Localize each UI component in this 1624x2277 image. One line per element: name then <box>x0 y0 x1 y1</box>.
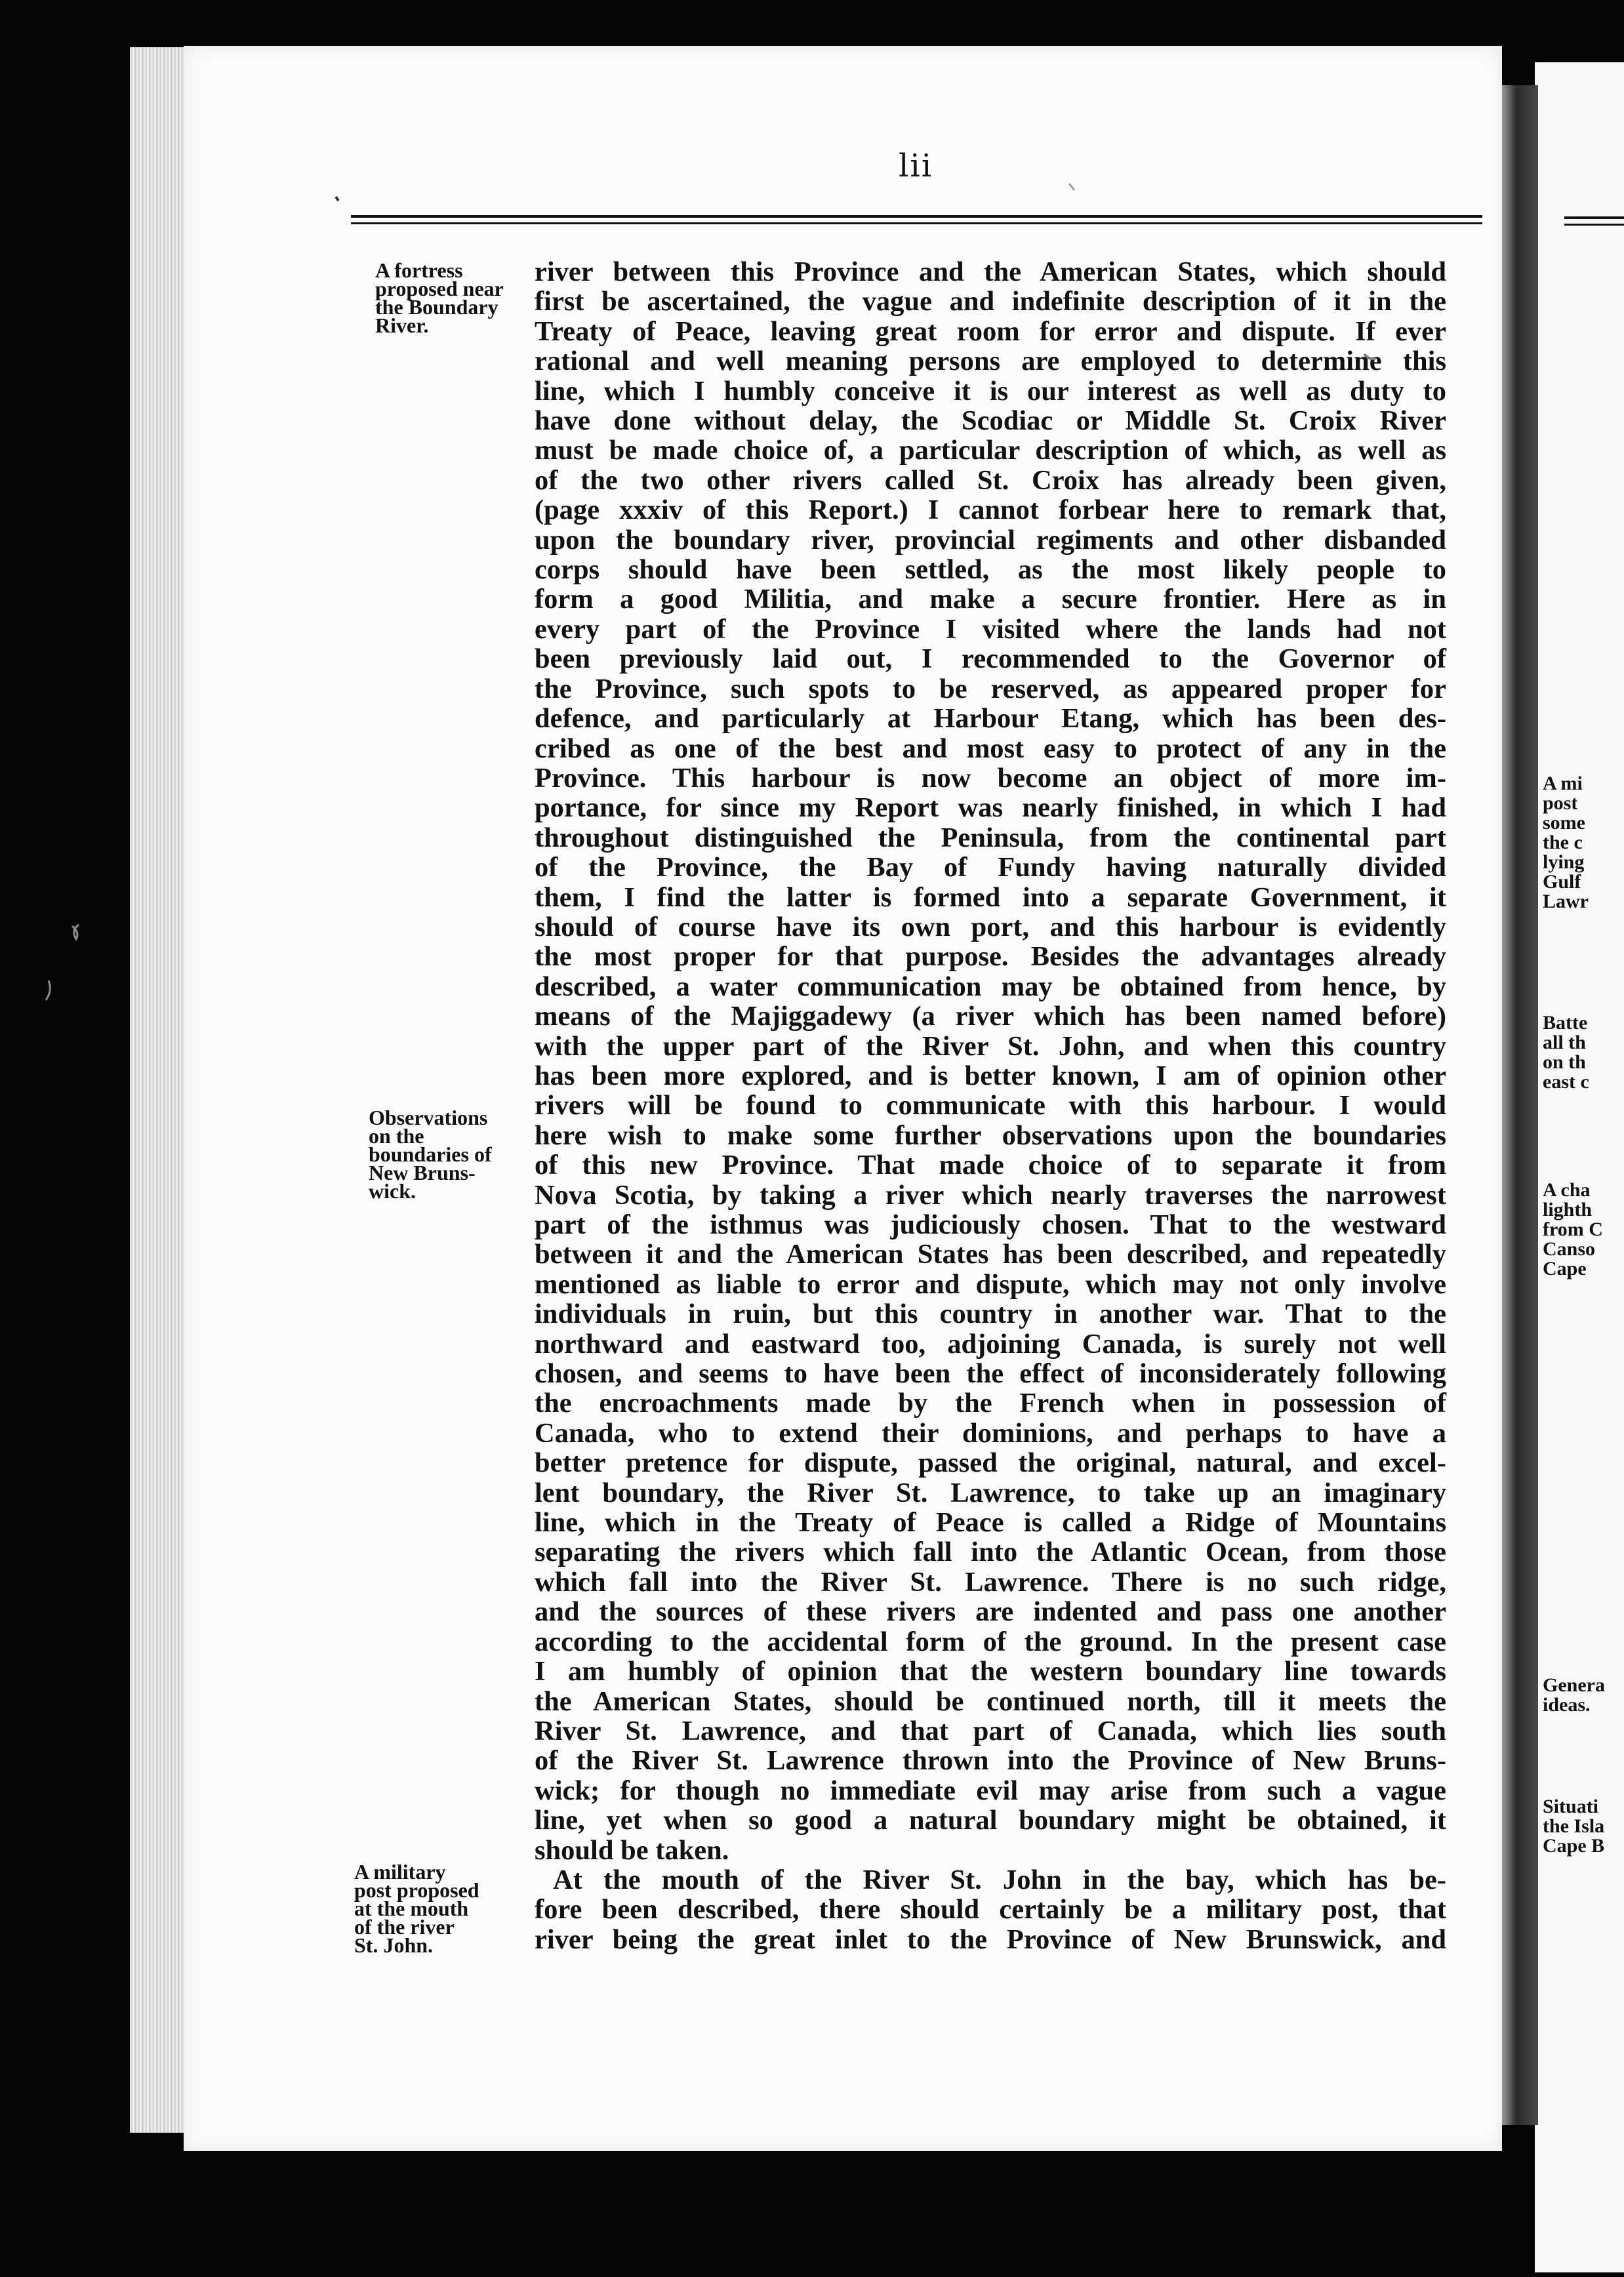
body-line: here wish to make some further observations upon the boundaries <box>535 1119 1446 1151</box>
body-line: line, yet when so good a natural boundary might be obtained, it <box>535 1805 1446 1836</box>
body-line: Nova Scotia, by taking a river which nearly traverses the narrowest <box>535 1179 1446 1211</box>
body-line: has been more explored, and is better known, I am of opinion other <box>535 1060 1446 1091</box>
body-line: of the River St. Lawrence thrown into the Province of New Bruns- <box>535 1745 1446 1777</box>
margin-note-line: the Boundary <box>375 295 498 319</box>
body-line: river between this Province and the American States, which should <box>535 256 1446 287</box>
body-line: defence, and particularly at Harbour Etang, which has been des- <box>535 703 1446 735</box>
body-line: separating the rivers which fall into the Atlantic Ocean, from those <box>535 1537 1446 1568</box>
facing-note-line: the Isla <box>1543 1815 1605 1837</box>
facing-note-line: Situati <box>1543 1796 1599 1817</box>
body-line: corps should have been settled, as the most likely people to <box>535 554 1446 586</box>
body-line: I am humbly of opinion that the western boundary line towards <box>535 1656 1446 1687</box>
body-line: of the Province, the Bay of Fundy having naturally divided <box>535 852 1446 883</box>
body-line: fore been described, there should certainly be a military post, that <box>535 1894 1446 1925</box>
body-line: portance, for since my Report was nearly finished, in which I had <box>535 792 1446 824</box>
margin-note-line: River. <box>375 313 429 337</box>
body-line: wick; for though no immediate evil may arise from such a vague <box>535 1775 1446 1806</box>
body-line: Province. This harbour is now become an object of more im- <box>535 762 1446 794</box>
body-line: better pretence for dispute, passed the original, natural, and excel- <box>535 1447 1446 1479</box>
body-line: every part of the Province I visited where the lands had not <box>535 613 1446 645</box>
body-line: described, a water communication may be obtained from hence, by <box>535 971 1446 1002</box>
body-line: must be made choice of, a particular description of which, as well as <box>535 435 1446 466</box>
body-line: them, I find the latter is formed into a separate Government, it <box>535 881 1446 913</box>
body-line: been previously laid out, I recommended to the Governor of <box>535 643 1446 675</box>
margin-note-line: wick. <box>369 1179 416 1203</box>
scan-speck <box>1364 354 1376 359</box>
body-line: Canada, who to extend their dominions, and perhaps to have a <box>535 1417 1446 1449</box>
margin-note-line: Observations <box>369 1106 488 1129</box>
facing-note-line: Canso <box>1543 1238 1596 1260</box>
facing-note-line: the c <box>1543 832 1583 853</box>
body-line: of this new Province. That made choice of to separate it from <box>535 1150 1446 1181</box>
scan-speck <box>1069 184 1074 190</box>
facing-note-line: lighth <box>1543 1199 1593 1220</box>
scan-speck <box>46 980 50 1000</box>
body-line: individuals in ruin, but this country in another war. That to the <box>535 1299 1446 1330</box>
body-line: should of course have its own port, and this harbour is evidently <box>535 911 1446 942</box>
margin-note-line: post proposed <box>354 1878 479 1902</box>
facing-note-line: A mi <box>1543 773 1583 794</box>
facing-note-line: all th <box>1543 1032 1586 1053</box>
facing-note-line: Genera <box>1543 1674 1605 1696</box>
facing-note-line: A cha <box>1543 1179 1591 1201</box>
body-line: throughout distinguished the Peninsula, from the continental part <box>535 822 1446 853</box>
margin-note-line: A military <box>354 1860 446 1884</box>
body-line: according to the accidental form of the ground. In the present case <box>535 1626 1446 1657</box>
facing-note-line: Cape B <box>1543 1835 1605 1857</box>
facing-note-line: Lawr <box>1543 891 1589 912</box>
body-line: (page xxxiv of this Report.) I cannot forbear here to remark that, <box>535 494 1446 526</box>
page-number: lii <box>899 148 933 184</box>
body-line: rivers will be found to communicate with this harbour. I would <box>535 1090 1446 1121</box>
body-line: should be taken. <box>535 1834 729 1866</box>
body-line: the American States, should be continued north, till it meets the <box>535 1685 1446 1717</box>
facing-note-line: some <box>1543 812 1585 834</box>
body-line: mentioned as liable to error and dispute, which may not only involve <box>535 1268 1446 1300</box>
facing-note-line: from C <box>1543 1219 1603 1240</box>
body-line: river being the great inlet to the Province of New Brunswick, and <box>535 1924 1446 1955</box>
body-line: the encroachments made by the French when in possession of <box>535 1388 1446 1419</box>
body-line: first be ascertained, the vague and indefinite description of it in the <box>535 286 1446 317</box>
body-line: the most proper for that purpose. Besides the advantages already <box>535 941 1446 973</box>
body-line: the Province, such spots to be reserved, as appeared proper for <box>535 673 1446 704</box>
body-line: River St. Lawrence, and that part of Canada, which lies south <box>535 1715 1446 1746</box>
scan-speck <box>72 925 79 939</box>
margin-note-line: proposed near <box>375 277 504 300</box>
body-line: with the upper part of the River St. John, and when this country <box>535 1030 1446 1062</box>
body-line: between it and the American States has been described, and repeatedly <box>535 1239 1446 1270</box>
body-line: chosen, and seems to have been the effect of inconsiderately following <box>535 1358 1446 1390</box>
body-line: cribed as one of the best and most easy to protect of any in the <box>535 733 1446 764</box>
body-line: lent boundary, the River St. Lawrence, to take up an imaginary <box>535 1477 1446 1508</box>
margin-note-line: of the river <box>354 1915 455 1939</box>
margin-note-line: boundaries of <box>369 1142 492 1166</box>
body-line: northward and eastward too, adjoining Canada, is surely not well <box>535 1328 1446 1360</box>
facing-note-line: Cape <box>1543 1258 1587 1280</box>
margin-note-line: St. John. <box>354 1933 434 1957</box>
facing-note-line: post <box>1543 792 1578 814</box>
facing-note-line: Batte <box>1543 1012 1588 1034</box>
margin-note-line: A fortress <box>375 258 463 282</box>
facing-note-line: east c <box>1543 1071 1589 1093</box>
margin-note-line: on the <box>369 1124 424 1148</box>
body-line: rational and well meaning persons are employed to determine this <box>535 346 1446 377</box>
facing-note-line: lying <box>1543 851 1585 873</box>
facing-note-line: Gulf <box>1543 871 1581 893</box>
facing-note-line: ideas. <box>1543 1694 1591 1716</box>
body-line: of the two other rivers called St. Croix has already been given, <box>535 464 1446 496</box>
body-line: have done without delay, the Scodiac or Middle St. Croix River <box>535 405 1446 437</box>
scan-speck <box>336 197 338 201</box>
body-line: At the mouth of the River St. John in the bay, which has be- <box>553 1864 1446 1895</box>
body-line: and the sources of these rivers are indented and pass one another <box>535 1596 1446 1628</box>
body-line: line, which in the Treaty of Peace is called a Ridge of Mountains <box>535 1507 1446 1539</box>
body-line: means of the Majiggadewy (a river which has been named before) <box>535 1001 1446 1032</box>
body-line: line, which I humbly conceive it is our interest as well as duty to <box>535 375 1446 407</box>
body-line: which fall into the River St. Lawrence. There is no such ridge, <box>535 1566 1446 1598</box>
body-line: form a good Militia, and make a secure frontier. Here as in <box>535 584 1446 615</box>
margin-note-line: at the mouth <box>354 1897 469 1920</box>
body-line: Treaty of Peace, leaving great room for error and dispute. If ever <box>535 315 1446 347</box>
body-line: part of the isthmus was judiciously chosen. That to the westward <box>535 1209 1446 1240</box>
margin-note-line: New Bruns- <box>369 1161 476 1184</box>
body-line: upon the boundary river, provincial regiments and other disbanded <box>535 524 1446 555</box>
facing-note-line: on th <box>1543 1051 1586 1073</box>
